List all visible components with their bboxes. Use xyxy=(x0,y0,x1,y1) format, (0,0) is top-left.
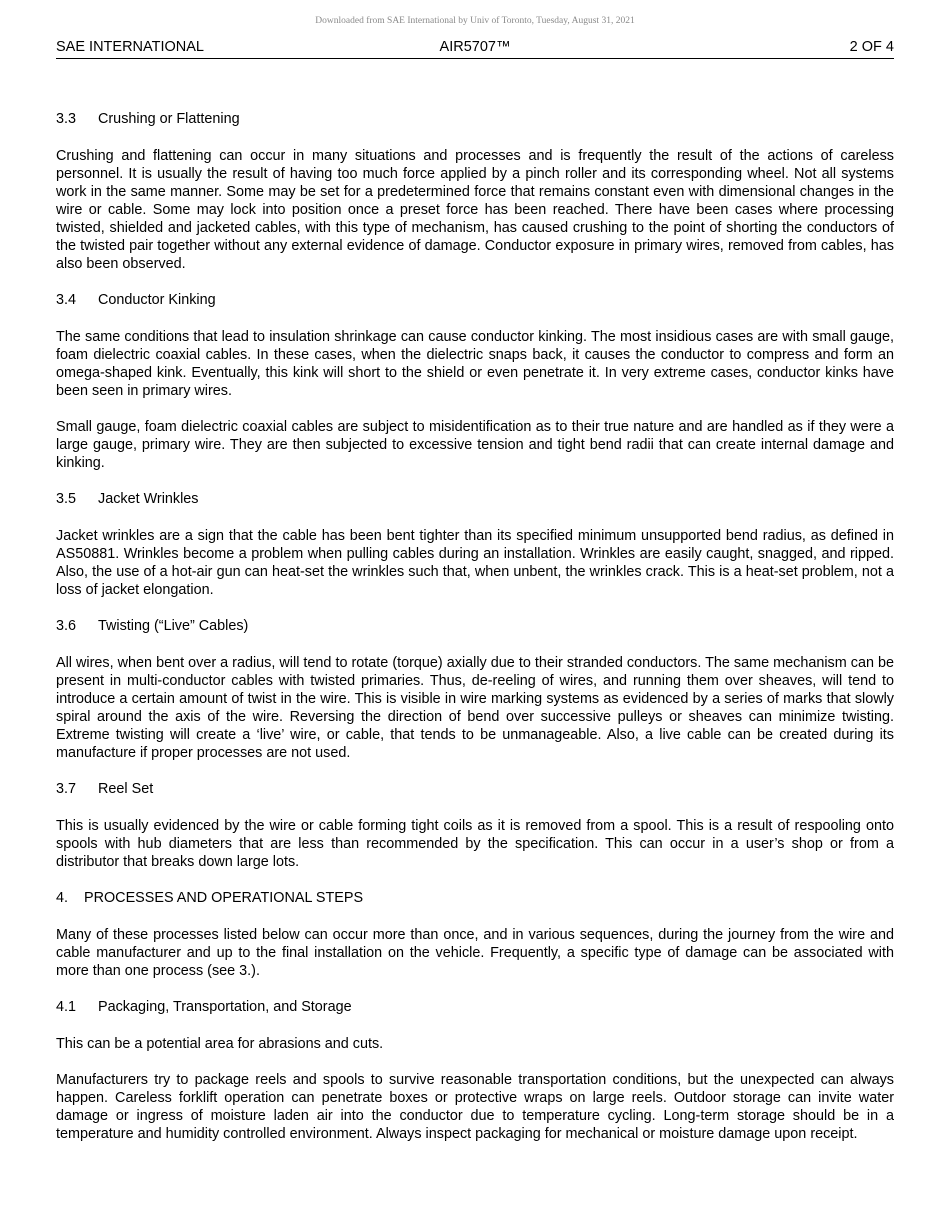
section-number: 4. xyxy=(56,890,69,906)
section-title: Reel Set xyxy=(98,781,154,797)
download-watermark: Downloaded from SAE International by Univ of Toronto, Tuesday, August 31, 2021 xyxy=(315,16,635,26)
section-number: 3.3 xyxy=(56,111,77,127)
section-title: Twisting (“Live” Cables) xyxy=(98,618,249,634)
document-body xyxy=(56,110,894,1161)
paragraph: The same conditions that lead to insulation shrinkage can cause conductor kinking. The most insidious cases are with small gauge, foam dielectric coaxial cables. In these cases, when the dielectric snaps back, it causes the conductor to compress and form an omega-shaped kink. Eventually, this kink will short to the shield or even penetrate it. In very extreme cases, conductor kinks have been seen in primary wires. xyxy=(56,329,894,399)
section-number: 3.4 xyxy=(56,292,77,308)
section-title: Jacket Wrinkles xyxy=(98,491,199,507)
paragraph: Many of these processes listed below can occur more than once, and in various sequences, during the journey from the wire and cable manufacturer and up to the final installation on the vehicle. Frequently, a specific type of damage can be associated with more than one process (see 3.). xyxy=(56,927,894,979)
section-title: Crushing or Flattening xyxy=(98,111,240,127)
section-number: 3.5 xyxy=(56,491,77,507)
header-page-number: 2 OF 4 xyxy=(849,39,894,55)
header-organization: SAE INTERNATIONAL xyxy=(56,39,204,55)
section-title: Packaging, Transportation, and Storage xyxy=(98,999,352,1015)
paragraph: This can be a potential area for abrasions and cuts. xyxy=(56,1036,384,1052)
section-heading-4 xyxy=(56,889,894,907)
paragraph: Crushing and flattening can occur in many situations and processes and is frequently the result of the actions of careless personnel. It is usually the result of having too much force applied by a pinch roller and its corresponding wheel. Not all systems work in the same manner. Some may be set for a predetermined force that remains constant even with dimensional changes in the wire or cable. Some may lock into position once a preset force has been reached. There have been cases where processing twisted, shielded and jacketed cables, with this type of mechanism, has caused crushing to the point of shorting the conductors of the twisted pair together without any external evidence of damage. Conductor exposure in primary wires, removed from cables, has also been observed. xyxy=(56,148,894,272)
paragraph: Manufacturers try to package reels and spools to survive reasonable transportation conditions, but the unexpected can always happen. Careless forklift operation can penetrate boxes or protective wraps on large reels. Outdoor storage can invite water damage or ingress of moisture laden air into the conductor due to temperature cycling. Long-term storage should be in a temperature and humidity controlled environment. Always inspect packaging for mechanical or moisture damage upon receipt. xyxy=(56,1072,894,1142)
section-number: 4.1 xyxy=(56,999,77,1015)
paragraph: Small gauge, foam dielectric coaxial cables are subject to misidentification as to their true nature and are handled as if they were a large gauge, primary wire. They are then subjected to excessive tension and tight bend radii that can create internal damage and kinking. xyxy=(56,419,894,471)
page-header xyxy=(56,38,894,59)
paragraph: All wires, when bent over a radius, will tend to rotate (torque) axially due to their stranded conductors. The same mechanism can be present in multi-conductor cables with twisted primaries. Thus, de-reeling of wires, and running them over sheaves, will tend to introduce a certain amount of twist in the wire. This is visible in wire marking systems as evidenced by a series of marks that slowly spiral around the axis of the wire. Reversing the direction of bend over successive pulleys or sheaves can minimize twisting. Extreme twisting will create a ‘live’ wire, or cable, that tends to be unmanageable. Also, a live cable can be created during its manufacture if proper processes are not used. xyxy=(56,655,894,761)
paragraph: This is usually evidenced by the wire or cable forming tight coils as it is removed from a spool. This is a result of respooling onto spools with hub diameters that are less than recommended by the specification. This can occur in a user’s shop or from a distributor that breaks down large lots. xyxy=(56,818,894,870)
section-heading-3-5 xyxy=(56,490,894,508)
header-document-id: AIR5707™ xyxy=(439,39,511,55)
section-heading-3-3 xyxy=(56,110,894,128)
section-title: PROCESSES AND OPERATIONAL STEPS xyxy=(84,890,364,906)
section-number: 3.6 xyxy=(56,618,77,634)
section-heading-4-1 xyxy=(56,998,894,1016)
section-heading-3-4 xyxy=(56,291,894,309)
paragraph: Jacket wrinkles are a sign that the cable has been bent tighter than its specified minimum unsupported bend radius, as defined in AS50881. Wrinkles become a problem when pulling cables during an installation. Wrinkles are easily caught, snagged, and ripped. Also, the use of a hot-air gun can heat-set the wrinkles such that, when unbent, the wrinkles crack. This is a heat-set problem, not a loss of jacket elongation. xyxy=(56,528,894,598)
section-title: Conductor Kinking xyxy=(98,292,216,308)
section-heading-3-7 xyxy=(56,780,894,798)
section-number: 3.7 xyxy=(56,781,77,797)
section-heading-3-6 xyxy=(56,617,894,635)
